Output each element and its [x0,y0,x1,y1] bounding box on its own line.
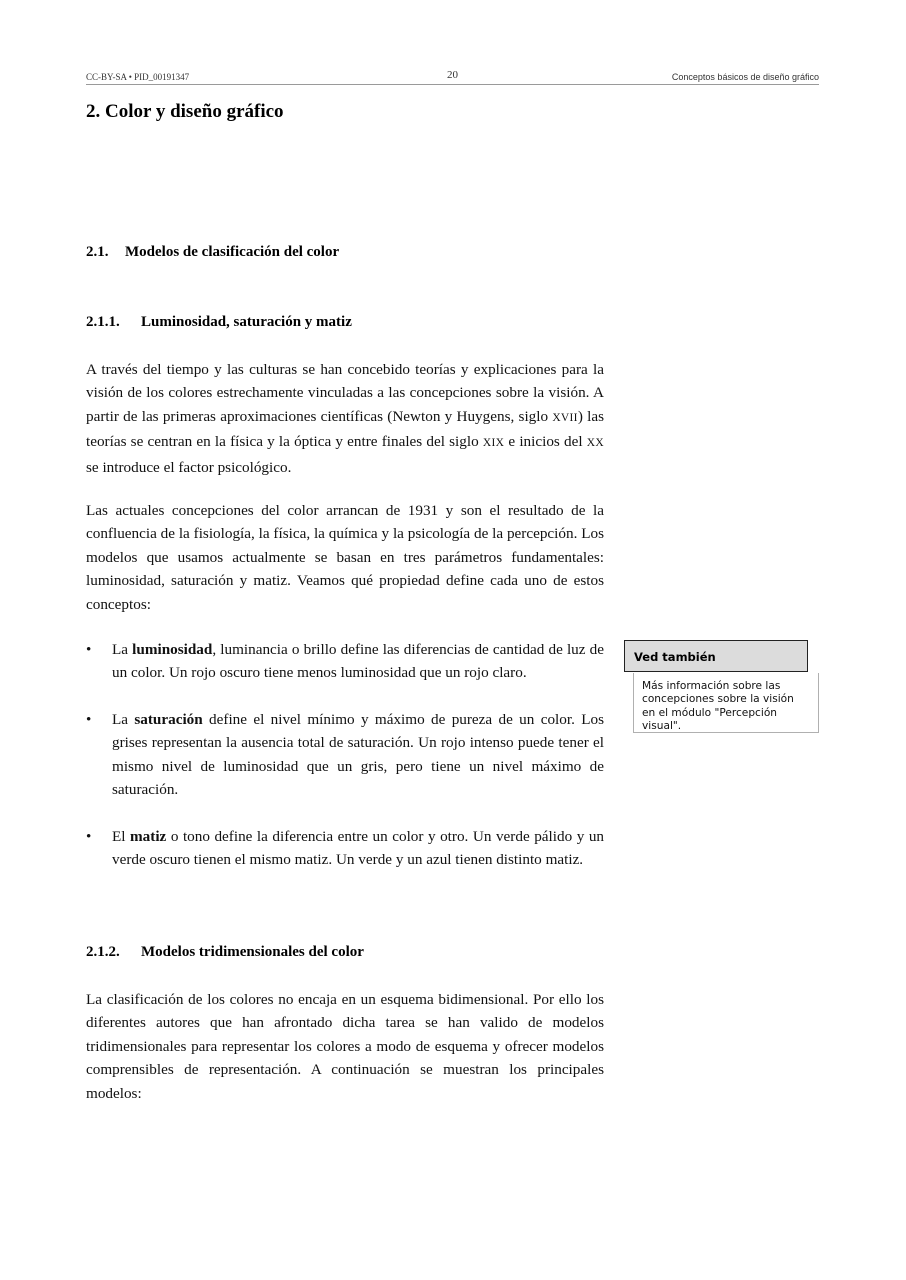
paragraph-current-conceptions [86,499,604,616]
section-title: Luminosidad, saturación y matiz [141,314,352,330]
item-term: saturación [134,711,203,728]
para-text: La clasificación de los colores no encaja en un esquema bidimensional. Por ello los diferentes autores que han afrontado dicha tarea se han valido de modelos tridimensionales para representar los colores a modo de esquema y ofrecer modelos comprensibles de representación. A continuación se muestran los principales modelos: [86,991,604,1102]
item-prefix: La [112,711,135,728]
item-prefix: La [112,641,133,658]
section-number: 2.1.1. [86,314,120,330]
para-text: ) las teorías se centran en la física y la óptica y entre finales del siglo [86,407,604,451]
header-document-title: Conceptos básicos de diseño gráfico [671,72,819,82]
list-item-luminosidad [86,638,604,685]
para-text: Las actuales concepciones del color arrancan de 1931 y son el resultado de la confluencia de la fisiología, la física, la química y la psicología de la percepción. Los modelos que usamos actualmente se basan en tres parámetros fundamentales: luminosidad, saturación y matiz. Veamos qué propiedad define cada uno de estos conceptos: [86,502,604,613]
para-text: se introduce el factor psicológico. [86,458,292,476]
para-text: A través del tiempo y las culturas se han concebido teorías y explicaciones para la visión de los colores estrechamente vinculadas a las concepciones sobre la visión. A partir de las primeras aproximaciones científicas (Newton y Huygens, siglo [86,361,604,425]
section-title: Modelos de clasificación del color [125,244,340,260]
header-license: CC-BY-SA • PID_00191347 [86,72,190,82]
item-term: luminosidad [132,641,213,658]
running-header [86,68,819,85]
bullet-glyph: • [86,711,92,728]
page-number: 20 [447,69,458,81]
bullet-glyph: • [86,641,92,658]
section-heading-2-1-1 [86,314,352,331]
section-heading-2-1 [86,244,339,261]
item-prefix: El [112,828,131,845]
paragraph-tridimensional [86,988,604,1105]
sidebar-see-also-body: Más información sobre las concepciones sobre la visión en el módulo "Percepción visual". [633,673,819,733]
item-text: , luminancia o brillo define las diferencias de cantidad de luz de un color. Un rojo oscuro tiene menos luminosidad que un rojo claro. [112,641,604,682]
list-item-saturacion [86,708,604,802]
section-number: 2.1. [86,244,109,260]
century-xx: XX [586,437,604,450]
bullet-glyph: • [86,828,92,845]
item-text: define el nivel mínimo y máximo de pureza de un color. Los grises representan la ausencia total de saturación. Un rojo intenso puede tener el mismo nivel de luminosidad que un gris, pero tiene un nivel máximo de saturación. [112,711,604,799]
chapter-title: 2. Color y diseño gráfico [86,101,284,122]
century-xix: XIX [482,437,505,450]
section-heading-2-1-2 [86,944,364,961]
century-xvii: XVII [552,411,578,424]
paragraph-history [86,358,604,479]
item-term: matiz [130,828,167,845]
list-item-matiz [86,825,604,872]
item-text: o tono define la diferencia entre un color y otro. Un verde pálido y un verde oscuro tienen el mismo matiz. Un verde y un azul tienen distinto matiz. [112,828,605,869]
para-text: e inicios del [504,433,587,451]
section-number: 2.1.2. [86,944,120,960]
section-title: Modelos tridimensionales del color [141,944,364,960]
sidebar-see-also-title: Ved también [624,640,808,672]
